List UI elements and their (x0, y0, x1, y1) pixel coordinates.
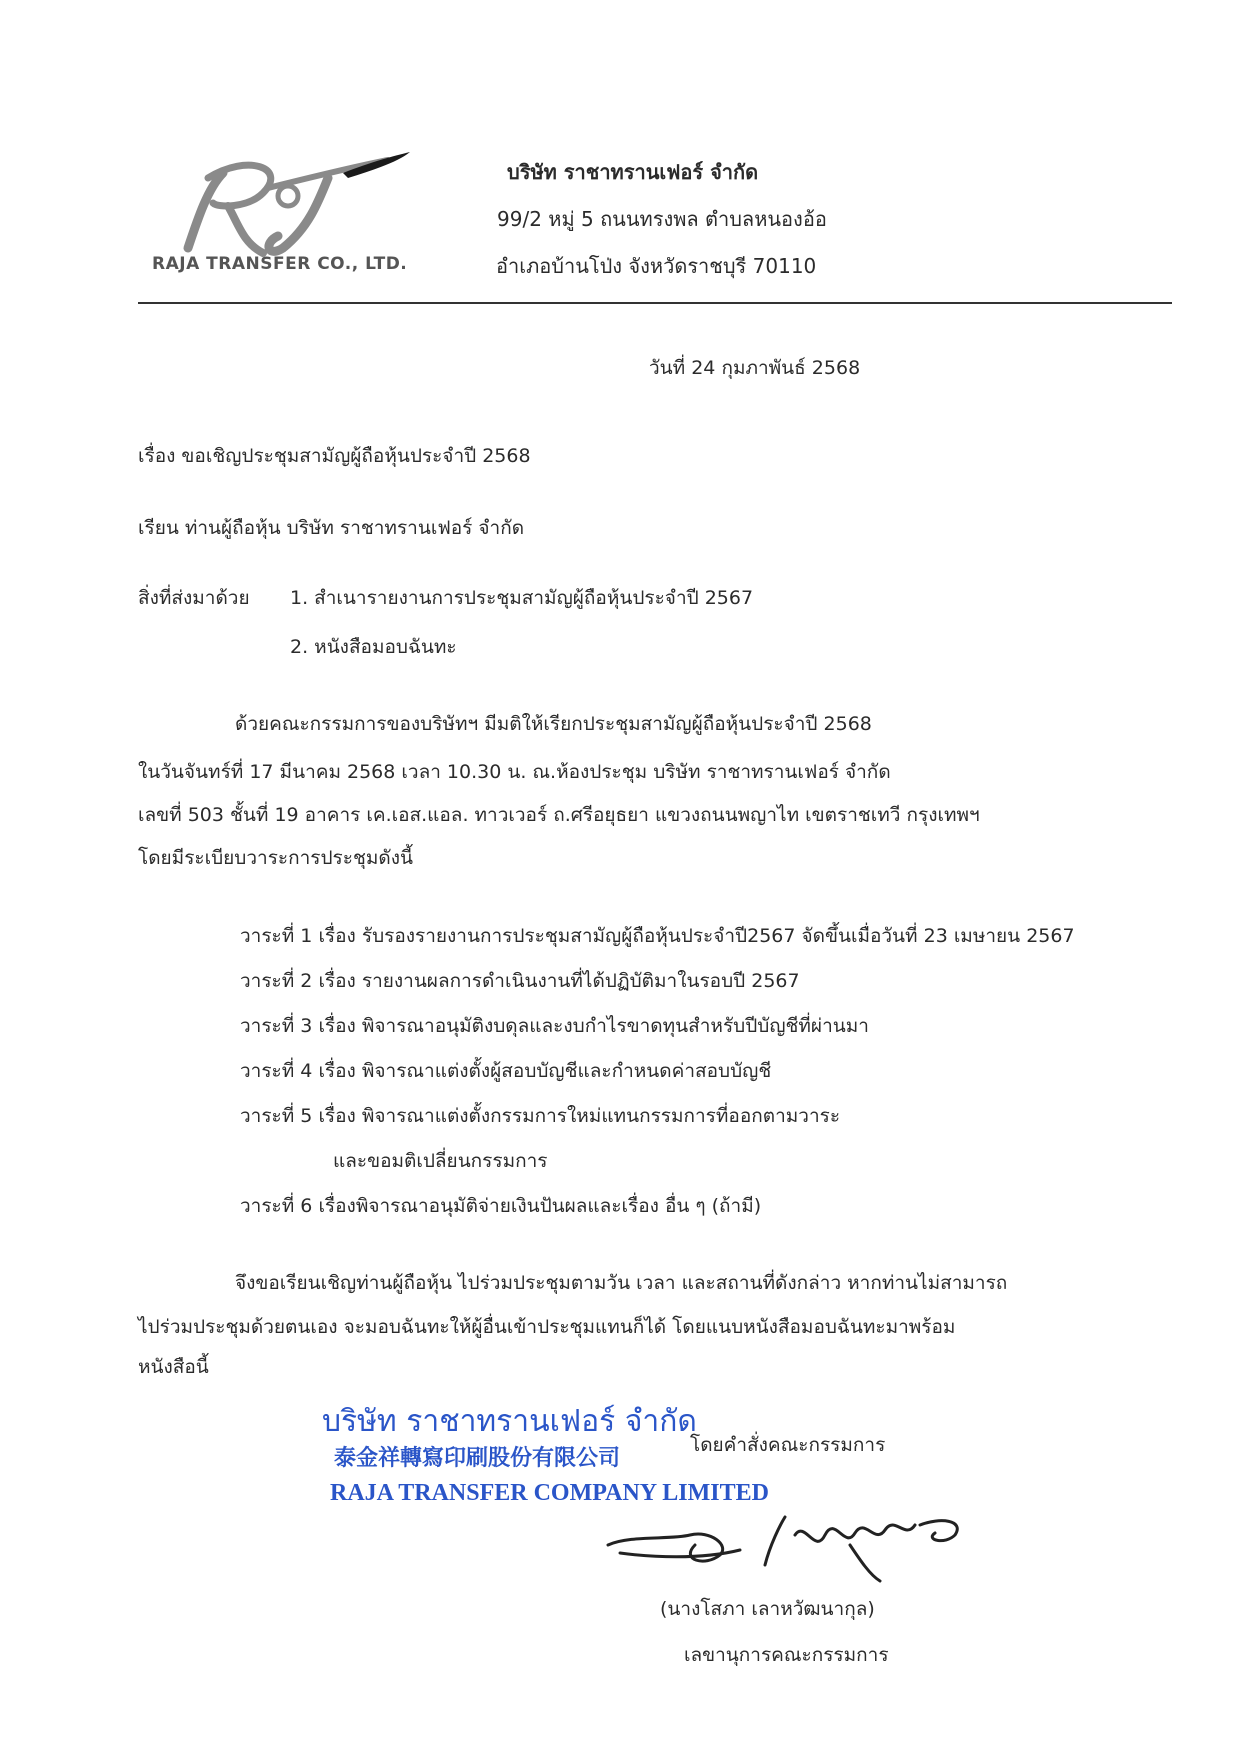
paragraph-line: เลขที่ 503 ชั้นที่ 19 อาคาร เค.เอส.แอล. ทาวเวอร์ ถ.ศรีอยุธยา แขวงถนนพญาไท เขตราชเทวี กรุงเทพฯ (138, 804, 980, 826)
letter-date: วันที่ 24 กุมภาพันธ์ 2568 (649, 357, 861, 379)
paragraph-line: จึงขอเรียนเชิญท่านผู้ถือหุ้น ไปร่วมประชุมตามวัน เวลา และสถานที่ดังกล่าว หากท่านไม่สามารถ (235, 1272, 1008, 1294)
paragraph-line: ด้วยคณะกรรมการของบริษัทฯ มีมติให้เรียกประชุมสามัญผู้ถือหุ้นประจำปี 2568 (235, 713, 872, 735)
stamp-line-chinese: 泰金祥轉寫印刷股份有限公司 (334, 1446, 621, 1471)
agenda-item: วาระที่ 6 เรื่องพิจารณาอนุมัติจ่ายเงินปันผลและเรื่อง อื่น ๆ (ถ้ามี) (240, 1195, 762, 1217)
company-name: บริษัท ราชาทรานเฟอร์ จำกัด (507, 160, 759, 184)
company-address-line1: 99/2 หมู่ 5 ถนนทรงพล ตำบลหนองอ้อ (497, 207, 827, 231)
company-address-line2: อำเภอบ้านโป่ง จังหวัดราชบุรี 70110 (496, 254, 817, 278)
paragraph-line: โดยมีระเบียบวาระการประชุมดังนี้ (138, 847, 413, 869)
enclosures-label: สิ่งที่ส่งมาด้วย (138, 587, 250, 609)
paragraph-line: หนังสือนี้ (138, 1356, 209, 1378)
company-logo-icon (168, 148, 418, 266)
agenda-item: วาระที่ 1 เรื่อง รับรองรายงานการประชุมสามัญผู้ถือหุ้นประจำปี2567 จัดขึ้นเมื่อวันที่ 23 เมษายน 2567 (240, 925, 1075, 947)
paragraph-line: ในวันจันทร์ที่ 17 มีนาคม 2568 เวลา 10.30 น. ณ.ห้องประชุม บริษัท ราชาทรานเฟอร์ จำกัด (138, 761, 891, 783)
handwritten-signature-icon (600, 1505, 980, 1585)
stamp-line-thai: บริษัท ราชาทรานเฟอร์ จำกัด (322, 1404, 697, 1439)
by-order-text: โดยคำสั่งคณะกรรมการ (690, 1434, 886, 1456)
agenda-item: วาระที่ 3 เรื่อง พิจารณาอนุมัติงบดุลและงบกำไรขาดทุนสำหรับปีบัญชีที่ผ่านมา (240, 1015, 869, 1037)
signatory-name: (นางโสภา เลาหวัฒนากุล) (660, 1598, 875, 1620)
agenda-item: วาระที่ 5 เรื่อง พิจารณาแต่งตั้งกรรมการใหม่แทนกรรมการที่ออกตามวาระ (240, 1105, 841, 1127)
agenda-item: วาระที่ 4 เรื่อง พิจารณาแต่งตั้งผู้สอบบัญชีและกำหนดค่าสอบบัญชี (240, 1060, 772, 1082)
enclosure-item: 2. หนังสือมอบฉันทะ (290, 636, 457, 658)
logo-text: RAJA TRANSFER CO., LTD. (152, 254, 408, 274)
header-divider (138, 302, 1172, 304)
letter-recipient: เรียน ท่านผู้ถือหุ้น บริษัท ราชาทรานเฟอร์ จำกัด (138, 517, 525, 539)
signatory-title: เลขานุการคณะกรรมการ (684, 1644, 889, 1666)
paragraph-line: ไปร่วมประชุมด้วยตนเอง จะมอบฉันทะให้ผู้อื่นเข้าประชุมแทนก็ได้ โดยแนบหนังสือมอบฉันทะมาพร้อม (138, 1316, 956, 1338)
agenda-item-continuation: และขอมติเปลี่ยนกรรมการ (333, 1150, 548, 1172)
agenda-item: วาระที่ 2 เรื่อง รายงานผลการดำเนินงานที่ได้ปฏิบัติมาในรอบปี 2567 (240, 970, 800, 992)
stamp-line-english: RAJA TRANSFER COMPANY LIMITED (330, 1480, 769, 1506)
enclosure-item: 1. สำเนารายงานการประชุมสามัญผู้ถือหุ้นประจำปี 2567 (290, 587, 754, 609)
letter-subject: เรื่อง ขอเชิญประชุมสามัญผู้ถือหุ้นประจำปี 2568 (138, 445, 531, 467)
